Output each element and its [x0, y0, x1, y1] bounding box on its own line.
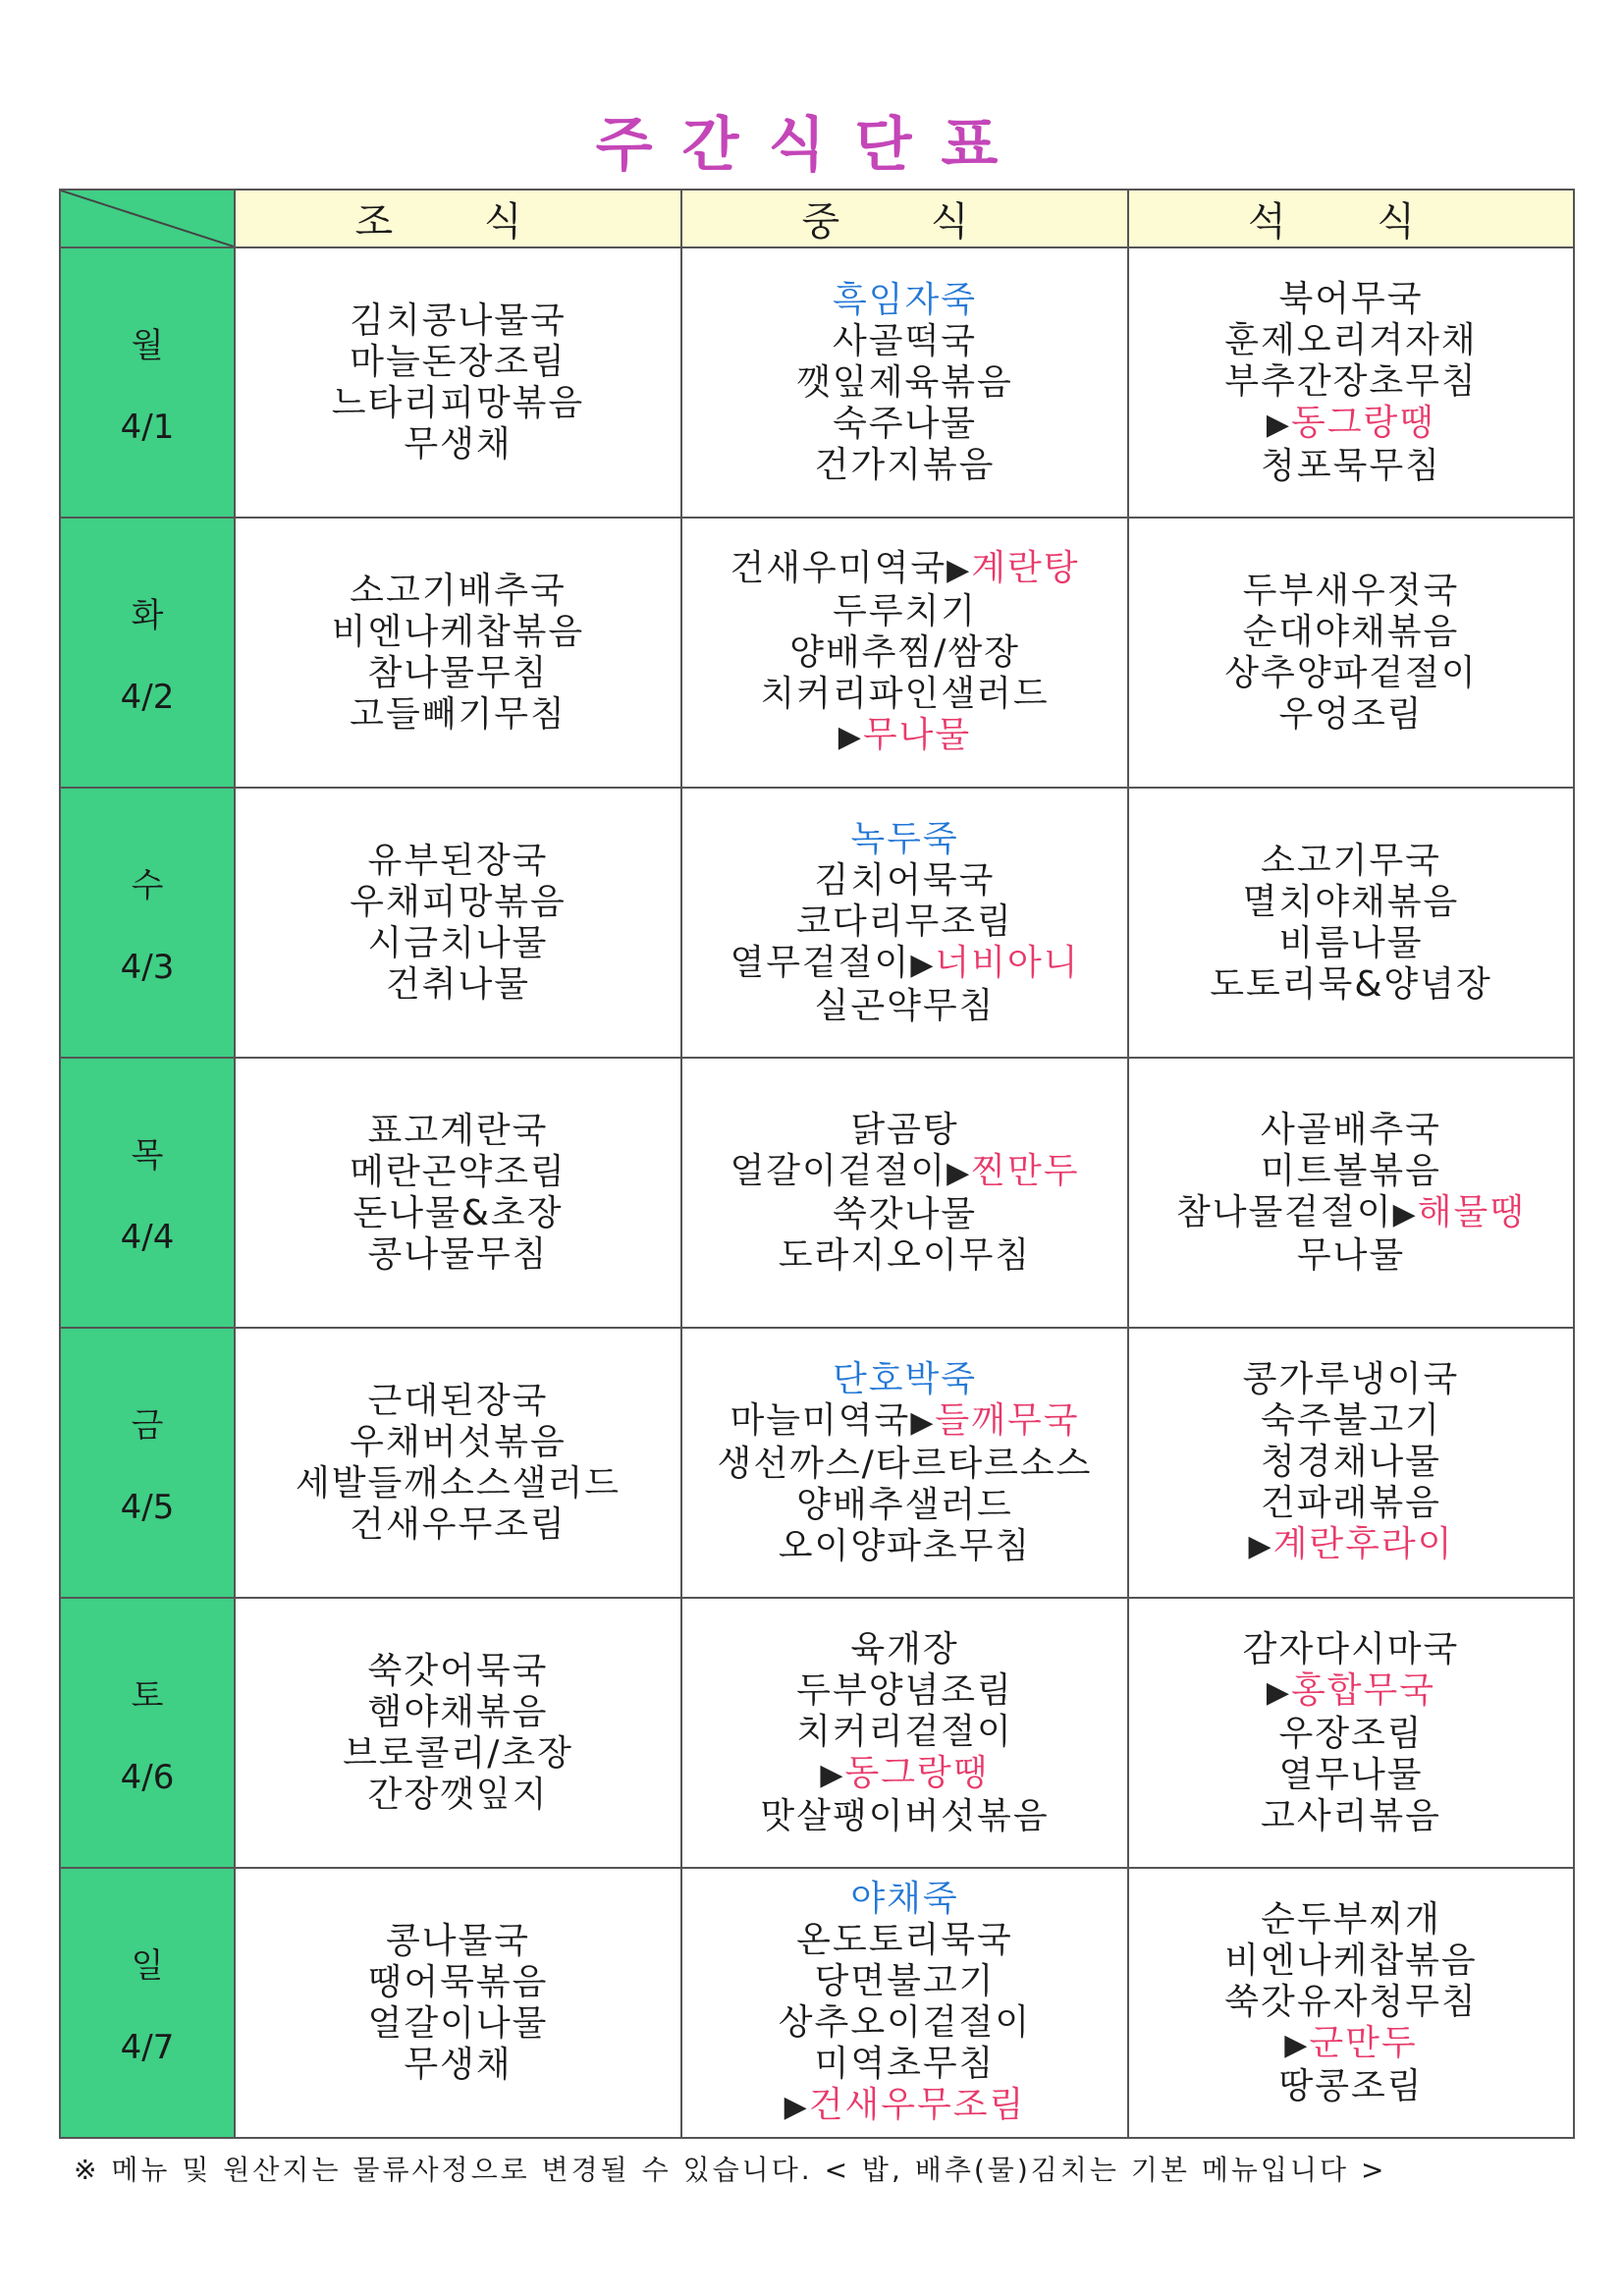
menu-item [236, 1152, 680, 1193]
menu-item [682, 2002, 1127, 2044]
menu-item [682, 860, 1127, 902]
menu-item-text: 두루치기 [832, 590, 978, 631]
menu-item-text: 미트볼볶음 [1261, 1150, 1441, 1191]
menu-item [1129, 1941, 1573, 1982]
menu-item [682, 1400, 1127, 1444]
menu-item-text: 느타리피망볶음 [331, 382, 585, 423]
menu-item [1129, 446, 1573, 487]
menu-item [682, 1444, 1127, 1485]
menu-item-text: 참나물겉절이 [1175, 1191, 1393, 1232]
menu-item [236, 882, 680, 923]
day-row [60, 788, 1574, 1058]
header-row [60, 190, 1574, 247]
menu-item-text: 돈나물&초장 [352, 1192, 564, 1233]
menu-item [236, 424, 680, 465]
menu-item-text: 시금치나물 [367, 922, 549, 963]
menu-item-text: 숙주불고기 [1261, 1399, 1441, 1441]
menu-item [1129, 882, 1573, 923]
alternative-menu-item: 동그랑땡 [1290, 402, 1436, 443]
dinner-cell [1128, 247, 1574, 518]
menu-item-text: 얼갈이나물 [367, 2002, 549, 2044]
menu-item-text: 고사리볶음 [1261, 1795, 1441, 1836]
menu-item [682, 1629, 1127, 1670]
menu-item [682, 445, 1127, 486]
triangle-right-icon: ▶ [784, 2089, 809, 2124]
menu-item [236, 301, 680, 342]
menu-item [682, 404, 1127, 445]
day-cell [60, 518, 235, 788]
menu-item-text: 도토리묵&양념장 [1210, 963, 1492, 1005]
menu-item-text: 우채피망볶음 [350, 881, 567, 922]
menu-item-text: 우채버섯볶음 [350, 1421, 567, 1462]
menu-item [682, 1712, 1127, 1753]
day-name: 금 [131, 1406, 164, 1446]
breakfast-cell [235, 1328, 681, 1598]
menu-item-text: 당면불고기 [814, 1960, 996, 2001]
day-cell [60, 788, 235, 1058]
triangle-right-icon: ▶ [947, 552, 972, 587]
menu-item [682, 548, 1127, 591]
menu-item [236, 2003, 680, 2045]
menu-item-text: 비엔나케찹볶음 [1224, 1940, 1478, 1981]
menu-item [236, 1651, 680, 1692]
menu-item-text: 훈제오리겨자채 [1224, 319, 1478, 360]
menu-item [236, 1193, 680, 1234]
day-date: 4/5 [120, 1488, 175, 1527]
menu-item-text: 북어무국 [1278, 278, 1424, 319]
triangle-right-icon: ▶ [1248, 1528, 1273, 1563]
dinner-cell [1128, 788, 1574, 1058]
header-dinner: 석 식 [1128, 190, 1574, 247]
menu-item-text: 순두부찌개 [1261, 1898, 1441, 1940]
menu-item [1129, 1235, 1573, 1277]
triangle-right-icon: ▶ [838, 719, 863, 754]
menu-item-text: 쑥갓유자청무침 [1224, 1981, 1478, 2022]
menu-item-text: 김치어묵국 [814, 859, 996, 901]
menu-item [1129, 1982, 1573, 2023]
breakfast-cell [235, 1868, 681, 2138]
menu-item-text: 멸치야채볶음 [1242, 881, 1460, 922]
alternative-menu-item: 해물땡 [1417, 1191, 1527, 1232]
dinner-cell [1128, 1328, 1574, 1598]
menu-item [682, 2085, 1127, 2128]
day-name: 수 [131, 866, 164, 905]
alternative-menu-item: 계란탕 [971, 547, 1080, 588]
menu-body [60, 247, 1574, 2138]
menu-item [682, 1920, 1127, 1961]
menu-item [682, 674, 1127, 715]
menu-item-text: 표고계란국 [367, 1110, 549, 1151]
menu-item [682, 1796, 1127, 1837]
menu-item [236, 841, 680, 882]
day-date: 4/7 [120, 2028, 175, 2067]
menu-item [236, 1504, 680, 1546]
menu-item [1129, 2066, 1573, 2107]
menu-item-text: 두부새우젓국 [1242, 570, 1460, 611]
day-date: 4/3 [120, 948, 175, 987]
menu-item [682, 1359, 1127, 1400]
day-cell [60, 1058, 235, 1328]
menu-item [1129, 403, 1573, 446]
menu-item-text: 얼갈이겉절이 [730, 1150, 947, 1191]
menu-item-text: 단호박죽 [832, 1358, 978, 1399]
menu-item [1129, 1151, 1573, 1192]
menu-item-text: 마늘돈장조림 [350, 341, 567, 382]
menu-item [1129, 1714, 1573, 1755]
menu-item-text: 양배추샐러드 [796, 1484, 1013, 1525]
menu-item-text: 닭곰탕 [850, 1109, 959, 1150]
lunch-cell [681, 518, 1128, 788]
menu-item [1129, 612, 1573, 653]
menu-item-text: 실곤약무침 [814, 985, 996, 1026]
triangle-right-icon: ▶ [1392, 1196, 1418, 1231]
alternative-menu-item: 홍합무국 [1290, 1669, 1436, 1711]
menu-item [1129, 1192, 1573, 1235]
menu-item [1129, 279, 1573, 320]
alternative-menu-item: 동그랑땡 [844, 1752, 990, 1793]
menu-item-text: 콩가루냉이국 [1242, 1358, 1460, 1399]
menu-item-text: 마늘미역국 [730, 1399, 911, 1441]
dinner-cell [1128, 1598, 1574, 1868]
alternative-menu-item: 계란후라이 [1272, 1523, 1454, 1564]
lunch-cell [681, 1868, 1128, 2138]
menu-item [682, 362, 1127, 404]
menu-item [236, 1775, 680, 1816]
day-cell [60, 247, 235, 518]
menu-item-text: 건취나물 [385, 963, 531, 1005]
menu-item-text: 우장조림 [1278, 1713, 1424, 1754]
lunch-cell [681, 788, 1128, 1058]
menu-item [236, 964, 680, 1006]
breakfast-cell [235, 518, 681, 788]
menu-item-text: 건새우무조림 [350, 1503, 567, 1545]
menu-item [236, 1962, 680, 2003]
menu-item-text: 소고기배추국 [350, 570, 567, 611]
menu-item-text: 고들빼기무침 [350, 693, 567, 735]
breakfast-cell [235, 788, 681, 1058]
menu-item-text: 숙주나물 [832, 403, 978, 444]
menu-item [682, 321, 1127, 362]
day-cell [60, 1868, 235, 2138]
menu-item-text: 양배추찜/쌈장 [789, 631, 1020, 673]
menu-item [1129, 1629, 1573, 1670]
menu-item-text: 비엔나케찹볶음 [331, 611, 585, 652]
menu-item [1129, 1899, 1573, 1941]
menu-item [1129, 1755, 1573, 1796]
alternative-menu-item: 군만두 [1309, 2022, 1418, 2063]
menu-item-text: 참나물무침 [367, 652, 549, 693]
menu-item [1129, 1400, 1573, 1442]
alternative-menu-item: 들깨무국 [935, 1399, 1080, 1441]
menu-item-text: 두부양념조림 [796, 1669, 1013, 1711]
menu-item-text: 세발들깨소스샐러드 [296, 1462, 621, 1503]
menu-item-text: 우엉조림 [1278, 693, 1424, 735]
corner-cell [60, 190, 235, 247]
menu-item-text: 메란곤약조림 [350, 1151, 567, 1192]
menu-item-text: 건가지볶음 [814, 444, 996, 485]
menu-item [682, 986, 1127, 1027]
menu-item [236, 1463, 680, 1504]
menu-item [236, 1733, 680, 1775]
menu-item-text: 브로콜리/초장 [343, 1732, 573, 1774]
menu-item [236, 1692, 680, 1733]
menu-item [1129, 2023, 1573, 2066]
menu-item-text: 육개장 [850, 1628, 959, 1669]
menu-item [236, 2045, 680, 2086]
menu-item [682, 1151, 1127, 1194]
page-title: 주간식단표 [595, 111, 1028, 180]
menu-item [682, 902, 1127, 943]
menu-item-text: 비름나물 [1278, 922, 1424, 963]
breakfast-cell [235, 1598, 681, 1868]
breakfast-cell [235, 247, 681, 518]
menu-item-text: 코다리무조림 [796, 901, 1013, 942]
day-name: 월 [131, 326, 164, 365]
day-date: 4/2 [120, 678, 175, 717]
menu-item [236, 694, 680, 736]
menu-item [1129, 1483, 1573, 1524]
menu-item-text: 청경채나물 [1261, 1441, 1441, 1482]
menu-item-text: 땅콩조림 [1278, 2065, 1424, 2106]
menu-item [1129, 1670, 1573, 1714]
menu-item [1129, 923, 1573, 964]
menu-item [1129, 1442, 1573, 1483]
menu-item-text: 간장깻잎지 [367, 1774, 549, 1815]
menu-item [682, 632, 1127, 674]
menu-item [682, 943, 1127, 986]
menu-item [682, 591, 1127, 632]
day-row [60, 1328, 1574, 1598]
menu-item [682, 1485, 1127, 1526]
menu-item-text: 콩나물무침 [367, 1233, 549, 1275]
dinner-cell [1128, 1868, 1574, 2138]
menu-item [682, 1670, 1127, 1712]
day-date: 4/6 [120, 1758, 175, 1797]
menu-item-text: 땡어묵볶음 [367, 1961, 549, 2002]
lunch-cell [681, 1058, 1128, 1328]
dinner-cell [1128, 1058, 1574, 1328]
menu-item [682, 1526, 1127, 1567]
menu-item-text: 무생채 [404, 2044, 513, 2085]
day-row [60, 247, 1574, 518]
menu-item [1129, 841, 1573, 882]
menu-item [1129, 1524, 1573, 1567]
menu-item-text: 생선까스/타르타르소스 [717, 1443, 1093, 1484]
menu-item [236, 653, 680, 694]
day-row [60, 518, 1574, 788]
menu-item [1129, 653, 1573, 694]
triangle-right-icon: ▶ [1266, 407, 1291, 442]
menu-item-text: 무생채 [404, 423, 513, 465]
lunch-cell [681, 1598, 1128, 1868]
menu-item-text: 미역초무침 [814, 2043, 996, 2084]
day-row [60, 1868, 1574, 2138]
footnote: ※ 메뉴 및 원산지는 물류사정으로 변경될 수 있습니다. < 밥, 배추(물)김치는 기본 메뉴입니다 > [74, 2154, 1387, 2186]
menu-item [236, 1381, 680, 1422]
menu-item [682, 1235, 1127, 1277]
header-breakfast: 조 식 [235, 190, 681, 247]
menu-item [1129, 964, 1573, 1006]
triangle-right-icon: ▶ [1284, 2027, 1310, 2062]
menu-item [682, 1753, 1127, 1796]
menu-item-text: 쑥갓나물 [832, 1193, 978, 1234]
menu-item [1129, 694, 1573, 736]
alternative-menu-item: 건새우무조림 [808, 2084, 1026, 2125]
menu-item-text: 치커리파인샐러드 [760, 673, 1050, 714]
menu-item-text: 사골배추국 [1261, 1109, 1441, 1150]
menu-item [682, 715, 1127, 758]
menu-item-text: 열무나물 [1278, 1754, 1424, 1795]
menu-item [682, 819, 1127, 860]
menu-item-text: 온도토리묵국 [796, 1919, 1013, 1960]
menu-item-text: 감자다시마국 [1242, 1628, 1460, 1669]
menu-item [236, 1921, 680, 1962]
menu-item [236, 571, 680, 612]
triangle-right-icon: ▶ [910, 1404, 936, 1440]
menu-item [1129, 320, 1573, 361]
menu-item [236, 1234, 680, 1276]
menu-item [682, 280, 1127, 321]
menu-item-text: 청포묵무침 [1261, 445, 1441, 486]
menu-item-text: 열무겉절이 [730, 942, 911, 983]
menu-item-text: 사골떡국 [832, 320, 978, 361]
menu-item-text: 김치콩나물국 [350, 300, 567, 341]
menu-item-text: 녹두죽 [850, 818, 959, 859]
menu-item [1129, 361, 1573, 403]
menu-item-text: 부추간장초무침 [1224, 360, 1478, 402]
day-date: 4/1 [120, 408, 175, 447]
menu-item-text: 근대된장국 [367, 1380, 549, 1421]
menu-item-text: 상추양파겉절이 [1224, 652, 1478, 693]
menu-item [236, 342, 680, 383]
menu-item-text: 오이양파초무침 [778, 1525, 1032, 1566]
menu-item [682, 1194, 1127, 1235]
header-lunch: 중 식 [681, 190, 1128, 247]
menu-item-text: 쑥갓어묵국 [367, 1650, 549, 1691]
breakfast-cell [235, 1058, 681, 1328]
menu-item-text: 상추오이겉절이 [778, 2001, 1032, 2043]
menu-item [682, 1961, 1127, 2002]
alternative-menu-item: 찐만두 [971, 1150, 1080, 1191]
lunch-cell [681, 247, 1128, 518]
menu-item [1129, 1796, 1573, 1837]
menu-item [682, 1879, 1127, 1920]
day-cell [60, 1598, 235, 1868]
menu-item [236, 923, 680, 964]
day-date: 4/4 [120, 1218, 175, 1257]
triangle-right-icon: ▶ [910, 947, 936, 982]
day-row [60, 1058, 1574, 1328]
menu-item [236, 1422, 680, 1463]
menu-item [1129, 1110, 1573, 1151]
triangle-right-icon: ▶ [947, 1155, 972, 1190]
menu-item-text: 맛살팽이버섯볶음 [760, 1795, 1050, 1836]
menu-item-text: 순대야채볶음 [1242, 611, 1460, 652]
alternative-menu-item: 너비아니 [935, 942, 1080, 983]
menu-item-text: 치커리겉절이 [796, 1711, 1013, 1752]
menu-item-text: 도라지오이무침 [778, 1234, 1032, 1276]
lunch-cell [681, 1328, 1128, 1598]
menu-item [236, 1111, 680, 1152]
menu-item [682, 1110, 1127, 1151]
menu-item-text: 건파래볶음 [1261, 1482, 1441, 1523]
menu-item-text: 햄야채볶음 [367, 1691, 549, 1732]
day-name: 일 [131, 1946, 164, 1986]
menu-item-text: 야채죽 [850, 1878, 959, 1919]
menu-item [682, 2044, 1127, 2085]
menu-item [236, 612, 680, 653]
menu-item-text: 흑임자죽 [832, 279, 978, 320]
menu-item-text: 소고기무국 [1261, 840, 1441, 881]
day-cell [60, 1328, 235, 1598]
dinner-cell [1128, 518, 1574, 788]
menu-item-text: 콩나물국 [385, 1920, 531, 1961]
day-name: 화 [131, 596, 164, 635]
menu-item-text: 유부된장국 [367, 840, 549, 881]
menu-item [1129, 571, 1573, 612]
day-name: 토 [131, 1676, 164, 1716]
weekly-menu-table [59, 189, 1575, 2139]
menu-item-text: 무나물 [1296, 1234, 1406, 1276]
menu-item-text: 건새우미역국 [730, 547, 947, 588]
alternative-menu-item: 무나물 [862, 714, 972, 755]
day-row [60, 1598, 1574, 1868]
triangle-right-icon: ▶ [1266, 1674, 1291, 1710]
diagonal-line [61, 191, 234, 246]
menu-item [236, 383, 680, 424]
day-name: 목 [131, 1136, 164, 1175]
triangle-right-icon: ▶ [820, 1757, 845, 1792]
menu-item [1129, 1359, 1573, 1400]
menu-item-text: 깻잎제육볶음 [796, 361, 1013, 403]
